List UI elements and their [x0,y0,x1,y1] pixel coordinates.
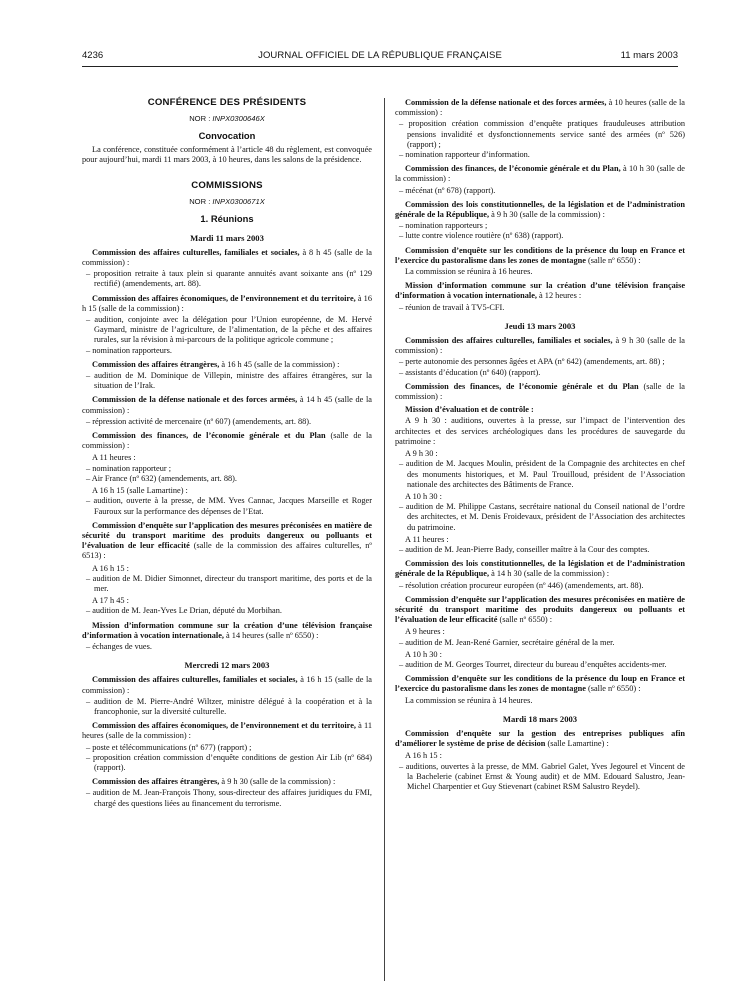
agenda-note: La commission se réunira à 16 heures. [405,267,533,277]
conference-title: CONFÉRENCE DES PRÉSIDENTS [147,97,307,108]
day-heading: Mercredi 12 mars 2003 [184,660,270,671]
commission-name: Commission des affaires économiques, de l’environnement et du territoire, [92,721,356,731]
commission-schedule: à 9 h 30 (salle de la commission) : [395,336,685,356]
commission-name: Commission d’enquête sur les conditions de la présence du loup en France et l’exercice du pastoralisme dans les zones de montagne [395,674,685,694]
page-header [82,50,678,64]
agenda-item: – audition de M. Jean-Yves Le Drian, député du Morbihan. [86,606,282,616]
commission-entry [82,431,372,451]
agenda-note: A 9 h 30 : auditions, ouvertes à la presse, sur l’impact de l’intervention des architectes et des services archéologiques dans les procédures de sauvegarde du patrimoine : [395,416,685,446]
commission-entry [395,729,685,749]
commission-name: Commission des affaires étrangères, [92,777,220,787]
agenda-item: – audition de M. Philippe Castans, secrétaire national du Conseil national de l’ordre des architectes, et M. Denis Froidevaux, président de l’Association des architectes du patrimoine. [399,502,685,532]
agenda-item: – audition de M. Georges Tourret, directeur du bureau d’enquêtes accidents-mer. [399,659,667,669]
commission-schedule: (salle nº 6550) : [497,615,553,625]
commission-entry [395,200,685,220]
agenda-item: – Air France (nº 632) (amendements, art. 88). [86,473,237,483]
commission-entry [395,246,685,266]
reunions-title: 1. Réunions [200,213,254,225]
commission-name: Commission des affaires étrangères, [92,359,220,369]
agenda-item: – résolution création procureur européen (nº 446) (amendements, art. 88). [399,580,644,590]
time-slot: A 9 h 30 : [405,449,438,459]
left-column [82,98,372,809]
commission-name: Commission des lois constitutionnelles, de la législation et de l’administration générale de la République, [395,559,685,579]
agenda-item: – nomination rapporteur ; [86,463,172,473]
agenda-item: – auditions, ouvertes à la presse, de MM. Gabriel Galet, Yves Jegourel et Vincent de la Bachelerie (cabinet Ernst & Young audit) et de MM. Edouard Salustro, Jean-Michel Charpentier et Guy Stievenart (cabinet RSM Salustro Reydel). [399,761,685,791]
commission-name: Commission des affaires économiques, de l’environnement et du territoire, [92,293,356,303]
commission-name: Commission des finances, de l’économie générale et du Plan [405,381,639,391]
commission-schedule: à 11 heures (salle de la commission) : [82,721,372,741]
commission-entry [82,360,372,370]
commissions-title: COMMISSIONS [191,180,263,192]
commission-entry [395,382,685,402]
header-rule [82,66,678,67]
commission-entry [395,559,685,579]
commission-entry [395,281,685,301]
agenda-item: – mécénat (nº 678) (rapport). [399,185,496,195]
agenda-item: – audition de M. Didier Simonnet, directeur du transport maritime, des ports et de la mer. [86,573,372,593]
commission-schedule: à 16 h 15 (salle de la commission) : [82,293,372,313]
agenda-item: – audition de M. Jean-François Thony, sous-directeur des affaires juridiques du FMI, chargé des questions liées au financement du terrorisme. [86,788,372,808]
commission-schedule: à 12 heures : [536,291,582,301]
agenda-item: – proposition création commission d’enquête conditions de gestion Air Lib (nº 684) (rapport). [86,752,372,772]
nor-code: INPX0300671X [212,197,265,207]
time-slot: A 10 h 30 : [405,491,442,501]
commission-name: Commission des lois constitutionnelles, de la législation et de l’administration générale de la République, [395,199,685,220]
commission-schedule: à 8 h 45 (salle de la commission) : [82,247,372,268]
nor-prefix: NOR : [189,114,213,124]
commission-schedule: (salle nº 6550) : [585,255,641,265]
agenda-item: – répression activité de mercenaire (nº 607) (amendements, art. 88). [86,416,312,426]
agenda-item: – nomination rapporteurs ; [399,221,488,231]
agenda-item: – audition de M. Pierre-André Wiltzer, ministre délégué à la coopération et à la francophonie, sur la diversité culturelle. [86,696,372,716]
agenda-item: – audition, ouverte à la presse, de MM. Yves Cannac, Jacques Marseille et Roger Fauroux sur la performance des dépenses de l’Etat. [86,496,372,516]
agenda-item: – nomination rapporteur d’information. [399,150,530,160]
agenda-item: – proposition retraite à taux plein si quarante annuités avant soixante ans (nº 129 rectifié) (amendements, art. 88). [86,269,372,289]
agenda-item: – assistants d’éducation (nº 640) (rapport). [399,367,541,377]
commission-name: Commission de la défense nationale et des forces armées, [405,98,607,107]
commission-entry [82,721,372,741]
time-slot: A 11 heures : [92,453,136,463]
commission-name: Commission d’enquête sur la gestion des entreprises publiques afin d’améliorer le système de prise de décision [395,728,685,749]
issue-date: 11 mars 2003 [620,50,678,61]
commission-schedule: (salle de la commission) : [82,431,372,451]
convocation-text: La conférence, constituée conformément à l’article 48 du règlement, est convoquée pour aujourd’hui, mardi 11 mars 2003, à 10 heures, dans les salons de la présidence. [82,144,372,164]
journal-title: JOURNAL OFFICIEL DE LA RÉPUBLIQUE FRANÇAISE [258,50,502,61]
commission-name: Commission d’enquête sur l’application des mesures préconisées en matière de sécurité du transport maritime des produits dangereux ou polluants et l’évaluation de leur efficacité [395,594,685,625]
commission-name: Commission des affaires culturelles, familiales et sociales, [92,675,298,685]
day-heading: Jeudi 13 mars 2003 [504,320,576,331]
commission-schedule: à 16 h 15 (salle de la commission) : [82,675,372,695]
time-slot: A 10 h 30 : [405,649,442,659]
commission-entry [395,336,685,356]
commission-entry [82,521,372,562]
commission-name: Mission d’information commune sur la création d’une télévision française d’information à vocation internationale, [82,620,372,640]
commission-schedule: à 9 h 30 (salle de la commission) : [489,210,605,220]
nor-code: INPX0300646X [212,114,265,124]
commission-name: Commission des affaires culturelles, familiales et sociales, [92,247,300,257]
commission-entry [82,395,372,415]
commission-name: Commission des finances, de l’économie générale et du Plan, [405,164,621,174]
convocation-title: Convocation [198,130,256,142]
commission-schedule: (salle Lamartine) : [545,739,609,749]
agenda-item: – poste et télécommunications (nº 677) (rapport) ; [86,742,252,752]
agenda-item: – audition de M. Jacques Moulin, président de la Compagnie des architectes en chef des monuments historiques, et M. Paul Trouilloud, président de l’Association nationale des architectes des Bâtiments de France. [399,459,685,489]
agenda-item: – perte autonomie des personnes âgées et APA (nº 642) (amendements, art. 88) ; [399,357,665,367]
time-slot: A 16 h 15 (salle Lamartine) : [92,486,188,496]
agenda-item: – audition de M. Jean-René Garnier, secrétaire général de la mer. [399,637,615,647]
commission-schedule: à 16 h 45 (salle de la commission) : [219,359,340,369]
day-heading: Mardi 11 mars 2003 [190,232,264,243]
commissions-nor [82,197,372,207]
commission-schedule: à 14 heures (salle nº 6550) : [223,630,319,640]
agenda-note: La commission se réunira à 14 heures. [405,695,533,705]
agenda-item: – lutte contre violence routière (nº 638) (rapport). [399,231,564,241]
mission-heading: Mission d’évaluation et de contrôle : [405,405,534,415]
column-divider [384,98,385,981]
agenda-item: – audition de M. Jean-Pierre Bady, conseiller maître à la Cour des comptes. [399,544,650,554]
commission-entry [82,248,372,268]
commission-entry [395,164,685,184]
commission-schedule: à 14 h 30 (salle de la commission) : [489,569,610,579]
commission-schedule: (salle nº 6550) : [585,684,641,694]
commission-entry [395,595,685,626]
agenda-item: – audition, conjointe avec la délégation pour l’Union européenne, de M. Hervé Gaymard, ministre de l’agriculture, de l’alimentation, de la pêche et des affaires rurales, sur la révision à mi-parcours de la politique agricole commune ; [86,315,372,345]
time-slot: A 9 heures : [405,627,445,637]
commission-schedule: à 9 h 30 (salle de la commission) : [219,777,336,787]
time-slot: A 17 h 45 : [92,596,129,606]
conference-nor [82,114,372,124]
commission-entry [395,674,685,694]
commission-schedule: (salle de la commission des affaires culturelles, nº 6513) : [82,541,372,561]
commission-name: Commission des affaires culturelles, familiales et sociales, [405,336,613,346]
agenda-item: – échanges de vues. [86,641,152,651]
commission-schedule: (salle de la commission) : [395,381,685,402]
commission-entry [82,675,372,695]
day-heading: Mardi 18 mars 2003 [502,713,578,724]
commission-entry [82,777,372,787]
commission-schedule: à 10 h 30 (salle de la commission) : [395,164,685,184]
commission-name: Commission d’enquête sur l’application des mesures préconisées en matière de sécurité du transport maritime des produits dangereux ou polluants et l’évaluation de leur efficacité [82,520,372,551]
commission-name: Commission de la défense nationale et des forces armées, [92,395,298,405]
commission-entry [395,98,685,118]
agenda-item: – proposition création commission d’enquête pratiques frauduleuses attribution pensions invalidité et dysfonctionnements service santé des armées (nº 526) (rapport) ; [399,119,685,149]
commission-name: Commission des finances, de l’économie générale et du Plan [92,431,326,441]
time-slot: A 11 heures : [405,534,449,544]
commission-entry [82,294,372,314]
commission-schedule: à 10 heures (salle de la commission) : [395,98,685,118]
commission-entry [82,621,372,641]
page-number: 4236 [82,50,104,61]
time-slot: A 16 h 15 : [92,563,129,573]
commission-schedule: à 14 h 45 (salle de la commission) : [82,395,372,415]
agenda-item: – nomination rapporteurs. [86,345,172,355]
time-slot: A 16 h 15 : [405,751,442,761]
agenda-item: – réunion de travail à TV5-CFI. [399,302,505,312]
commission-name: Commission d’enquête sur les conditions de la présence du loup en France et l’exercice du pastoralisme dans les zones de montagne [395,245,685,265]
nor-prefix: NOR : [189,197,213,207]
right-column [395,98,685,792]
commission-name: Mission d’information commune sur la création d’une télévision française d’information à vocation internationale, [395,281,685,301]
agenda-item: – audition de M. Dominique de Villepin, ministre des affaires étrangères, sur la situation de l’Irak. [86,371,372,391]
